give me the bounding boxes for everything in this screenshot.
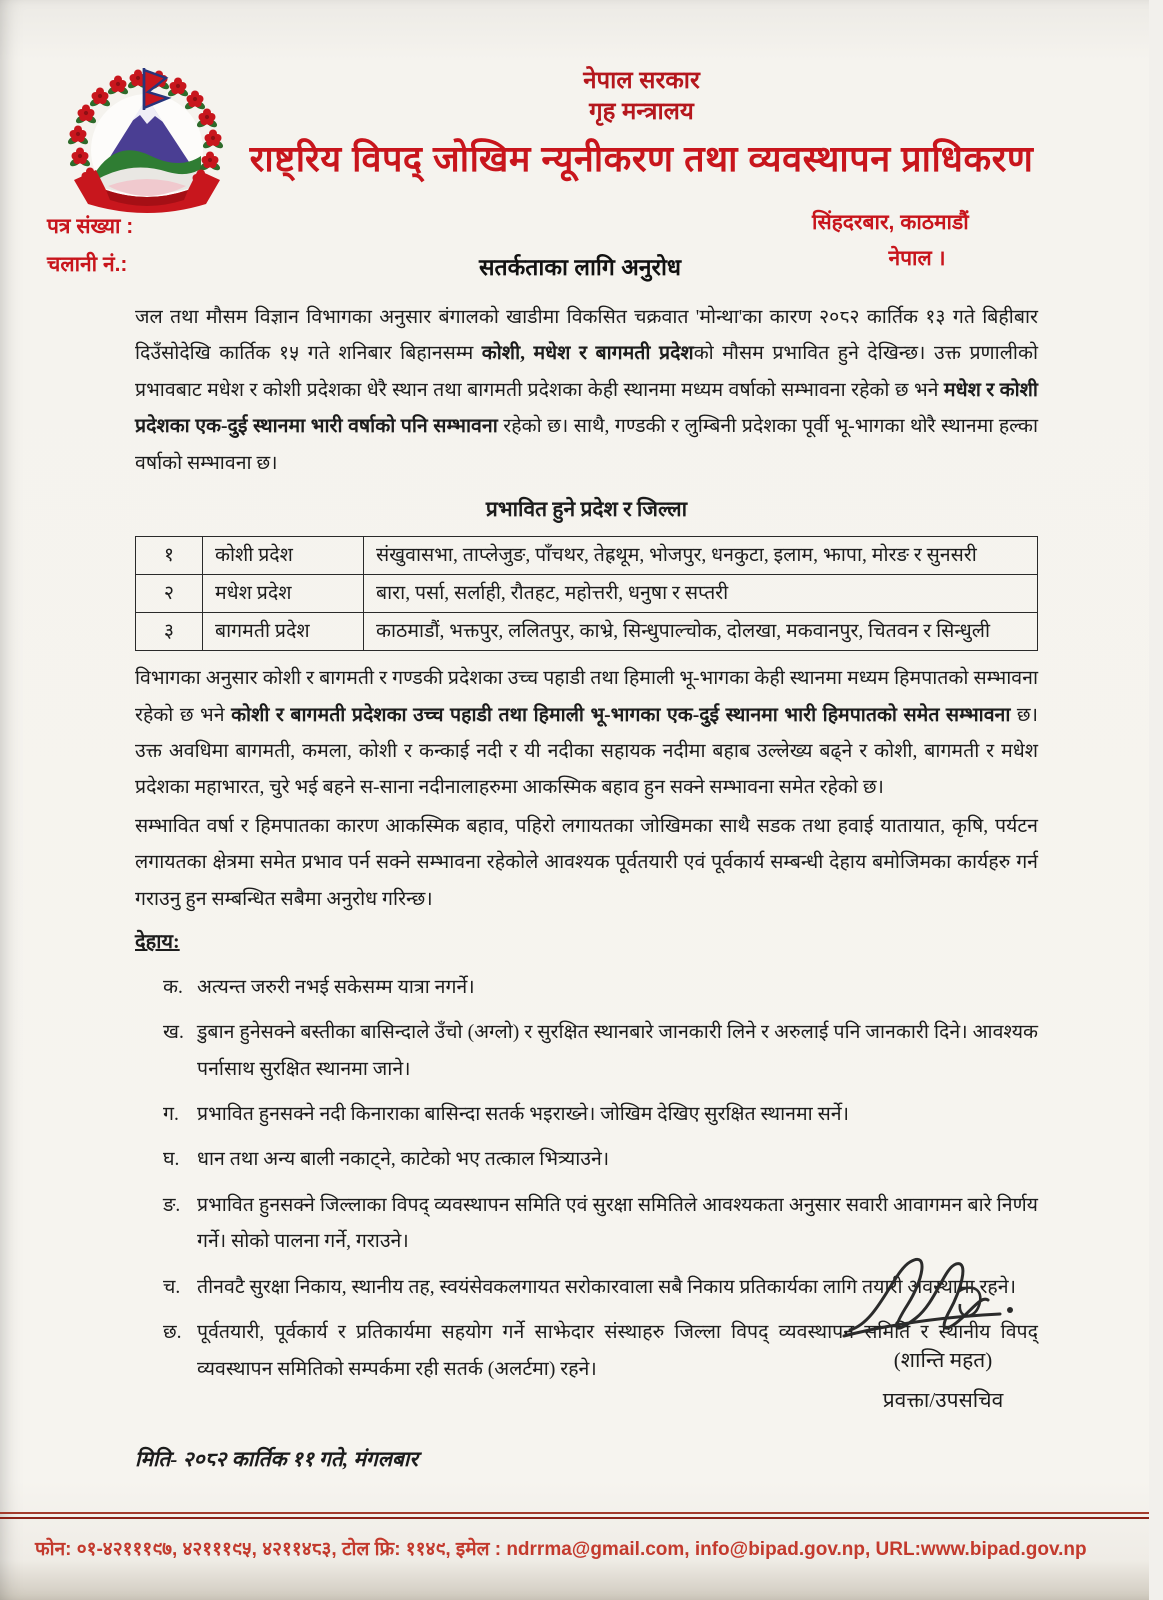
item-text: धान तथा अन्य बाली नकाट्ने, काटेको भए तत्काल भित्र्याउने। [197,1149,610,1171]
item-label: छ. [163,1322,182,1344]
province-cell: कोशी प्रदेश [203,536,364,574]
table-row [136,536,1038,574]
province-cell: बागमती प्रदेश [203,612,364,650]
dispatch-number-label: चलानी नं.: [47,253,128,276]
item-text: प्रभावित हुनसक्ने जिल्लाका विपद् व्यवस्थापन समिति एवं सुरक्षा समितिले आवश्यकता अनुसार सवारी आवागमन बारे निर्णय गर्ने। सोको पालना गर्ने, गराउने। [197,1194,1038,1253]
districts-cell: काठमाडौं, भक्तपुर, ललितपुर, काभ्रे, सिन्धुपाल्चोक, दोलखा, मकवानपुर, चितवन र सिन्धुली [364,612,1038,650]
table-row [136,612,1038,650]
footer-rule-bottom [0,1517,1149,1519]
row-number-cell: १ [136,536,203,574]
item-label: घ. [163,1149,180,1171]
paragraph-2 [135,661,1038,807]
item-label: ङ. [163,1194,181,1216]
date-line: मिति- २०८२ कार्तिक ११ गते, मंगलबार [135,1447,418,1472]
government-title: नेपाल सरकार [583,67,700,94]
row-number-cell: ३ [136,612,203,650]
letter-footer [0,1512,1149,1561]
footer-rule-top [0,1512,1149,1514]
list-item [135,970,1038,1006]
item-label: क. [163,976,183,998]
text-run: को मौसम प्रभावित हुने देखिन्छ। उक्त प्रणालीको प्रभावबाट मधेश र कोशी प्रदेशका धेरै स्थान तथा बागमती प्रदेशका केही स्थानमा मध्यम वर्षाको सम्भावना रहेको छ भने [135,343,1038,401]
affected-table-title: प्रभावित हुने प्रदेश र जिल्ला [485,497,688,522]
subject-title: सतर्कताका लागि अनुरोध [478,254,682,280]
item-text: डुबान हुनेसक्ने बस्तीका बासिन्दाले उँचो (अग्लो) र सुरक्षित स्थानबारे जानकारी लिने र अरुलाई पनि जानकारी दिने। आवश्यक पर्नासाथ सुरक्षित स्थानमा जाने। [197,1022,1038,1080]
province-cell: मधेश प्रदेश [203,574,364,612]
text-run: छ। उक्त अवधिमा बागमती, कमला, कोशी र कन्काई नदी र यी नदीका सहायक नदीमा बहाब उल्लेख्य बढ्ने र कोशी, बागमती र मधेश प्रदेशका महाभारत, चुरे भई बहने स-साना नदीनालाहरुमा आकस्मिक बहाव हुन सक्ने सम्भावना समेत रहेको छ। [135,704,1038,799]
text-run-bold: कोशी र बागमती प्रदेशका उच्च पहाडी तथा हिमाली भू-भागका एक-दुई स्थानमा भारी हिमपातको समेत सम्भावना [231,704,1011,726]
address-line-1: सिंहदरबार, काठमाडौं [812,211,969,234]
item-text: प्रभावित हुनसक्ने नदी किनाराका बासिन्दा सतर्क भइराख्ने। जोखिम देखिए सुरक्षित स्थानमा सर्ने। [197,1104,849,1126]
paragraph-3 [135,809,1038,918]
text-run: जल तथा मौसम विज्ञान विभागका अनुसार बंगालको खाडीमा विकसित चक्रवात 'मोन्था'का कारण २०८२ कार्तिक १३ गते बिहीबार दिउँसोदेखि कार्तिक १५ गते शनिबार बिहानसम्म [135,307,1038,365]
districts-cell: बारा, पर्सा, सर्लाही, रौतहट, महोत्तरी, धनुषा र सप्तरी [364,574,1038,612]
text-run: विभागका अनुसार कोशी र बागमती र गण्डकी प्रदेशका उच्च पहाडी तथा हिमाली भू-भागका केही स्थानमा मध्यम हिमपातको सम्भावना रहेको छ भने [135,668,1038,726]
list-item [135,1188,1038,1261]
text-run: सम्भावित वर्षा र हिमपातका कारण आकस्मिक बहाव, पहिरो लगायतका जोखिमका साथै सडक तथा हवाई यातायात, कृषि, पर्यटन लगायतका क्षेत्रमा समेत प्रभाव पर्न सक्ने सम्भावना रहेकोले आवश्यक पूर्वतयारी एवं पूर्वकार्य सम्बन्धी देहाय बमोजिमका कार्यहरु गर्न गराउनु हुन सम्बन्धित सबैमा अनुरोध गरिन्छ। [135,815,1038,910]
footer-contact: फोन: ०१-४२१११९७, ४२१११९५, ४२११४८३, टोल फ्रि: ११४९, इमेल : ndrrma@gmail.com, info@bipad.gov.np, URL:www.bipad.gov.np [35,1539,1087,1560]
item-label: ग. [163,1104,179,1126]
districts-cell: संखुवासभा, ताप्लेजुङ, पाँचथर, तेह्रथूम, भोजपुर, धनकुटा, इलाम, झापा, मोरङ र सुनसरी [364,536,1038,574]
list-item [135,1097,1038,1133]
signature-mark-icon [838,1252,1048,1352]
paragraph-1 [135,300,1038,482]
letterhead [120,66,1163,180]
dehaya-heading: देहाय: [135,931,180,954]
text-run-bold: कोशी, मधेश र बागमती प्रदेश [481,343,694,365]
text-run-bold: मधेश र कोशी प्रदेशका एक-दुई स्थानमा भारी वर्षाको पनि सम्भावना [135,379,1038,438]
scan-edge [1149,0,1163,1600]
row-number-cell: २ [136,574,203,612]
affected-provinces-table [135,536,1038,652]
text-run: रहेको छ। साथै, गण्डकी र लुम्बिनी प्रदेशका पूर्वी भू-भागका थोरै स्थानमा हल्का वर्षाको सम्भावना छ। [135,416,1038,474]
list-item [135,1142,1038,1178]
item-label: च. [163,1276,181,1298]
item-text: अत्यन्त जरुरी नभई सकेसम्म यात्रा नगर्ने। [197,976,475,998]
signature-block [828,1252,1058,1414]
list-item [135,1015,1038,1088]
table-row [136,574,1038,612]
address-line-2: नेपाल । [888,247,946,270]
letter-meta [0,206,1163,302]
item-text: तीनवटै सुरक्षा निकाय, स्थानीय तह, स्वयंसेवकलगायत सरोकारवाला सबै निकाय प्रतिकार्यका लागि तयारी अवस्थामा रहने। [197,1276,1016,1298]
item-label: ख. [163,1022,184,1044]
ref-number-label: पत्र संख्या : [47,215,134,238]
signatory-name: (शान्ति महत) [893,1348,993,1372]
item-text: पूर्वतयारी, पूर्वकार्य र प्रतिकार्यमा सहयोग गर्ने साझेदार संस्थाहरु जिल्ला विपद् व्यवस्थापन समिति र स्थानीय विपद् व्यवस्थापन समितिको सम्पर्कमा रही सतर्क (अलर्टमा) रहने। [197,1322,1038,1380]
ministry-title: गृह मन्त्रालय [589,98,694,125]
authority-title: राष्ट्रिय विपद् जोखिम न्यूनीकरण तथा व्यवस्थापन प्राधिकरण [249,138,1034,180]
signatory-title: प्रवक्ता/उपसचिव [882,1388,1004,1412]
